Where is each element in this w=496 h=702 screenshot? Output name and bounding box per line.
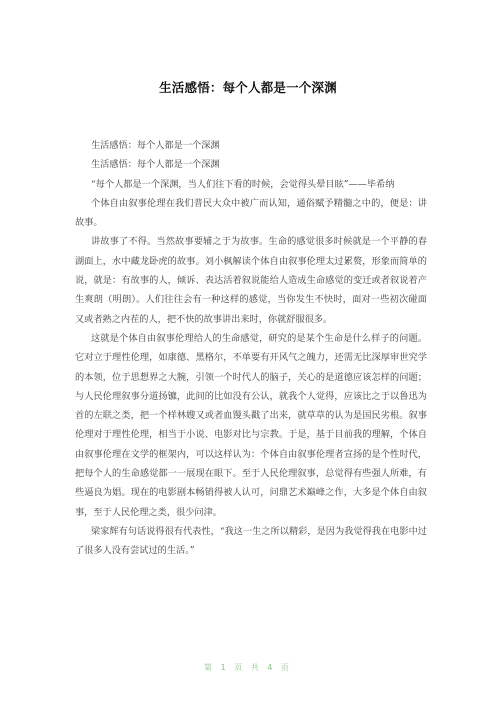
page-footer: 第 1 页 共 4 页 [204,663,292,672]
paragraph: “每个人都是一个深渊，当人们往下看的时候，会觉得头晕目眩”——毕希纳 [91,178,395,190]
paragraph: 生活感悟：每个人都是一个深渊 [91,140,220,151]
paragraph: 梁家辉有句话说得很有代表性，“我这一生之所以精彩，是因为我觉得我在电影中过了很多人没有尝试过的生活。” [75,525,427,557]
paragraph: 讲故事了不得。当然故事要辅之于为故事。生命的感觉很多时候就是一个平静的春湖面上，水中藏龙卧虎的故事。刘小枫解读个体自由叙事伦理太过累赘，形象而简单的说，就是：有故事的人，倾诉、表达活着叙说能给人造成生命感觉的变迁或者叙说着产生爽朗（明朗）。人们往往会有一种这样的感觉，当你发生不快时，面对一些初次碰面又或者熟之内茬的人，把不快的故事讲出来时，你就舒服很多。 [75,236,427,325]
paragraph: 这就是个体自由叙事伦理给人的生命感觉，研究的是某个生命是什么样子的问题。它对立于理性伦理，如康德、黑格尔，不单要有开风气之魄力，还需无比深厚审世究学的本领，位于思想界之大腕，引领一个时代人的脑子，关心的是道德应该怎样的问题；与人民伦理叙事分道扬镳，此间的比如没有公认，就我个人觉得，应该比之于以鲁迅为首的左联之类，把一个样林嫂又或者血馒头戳了出来，就草草的认为是国民劣根。叙事伦理对于理性伦理，相当于小说、电影对比与宗教。于是，基于目前我的理解，个体自由叙事伦理在文学的框架内，可以这样认为：个体自由叙事伦理者宣扬的是个性时代，把每个人的生命感觉都一一展现在眼下。至于人民伦理叙事，总觉得有些强人所难，有些逼良为娼。现在的电影剧本畅销得被人认可，问鼎艺术巅峰之作，大多是个体自由叙事，至于人民伦理之类，很少问津。 [75,332,427,518]
page-title: 生活感悟：每个人都是一个深渊 [159,80,337,95]
paragraph: 生活感悟：每个人都是一个深渊 [91,159,220,171]
paragraph: 个体自由叙事伦理在我们普民大众中被广而认知，通俗赋予精髓之中的，便是：讲故事。 [75,197,427,229]
article-body [75,136,427,561]
